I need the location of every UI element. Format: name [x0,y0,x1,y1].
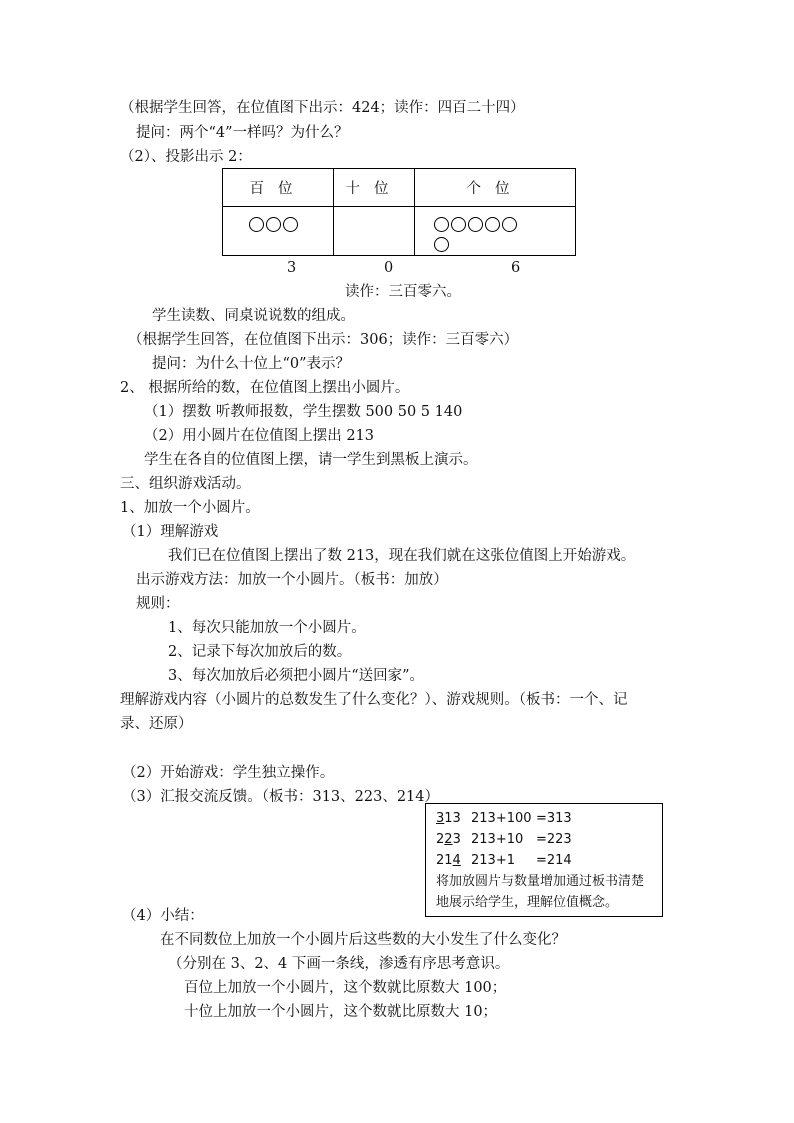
digit-ones: 6 [511,260,521,276]
text-line: 读作：三百零六。 [345,284,461,300]
text-line: 在不同数位上加放一个小圆片后这些数的大小发生了什么变化？ [160,932,566,948]
cell-tens [334,207,415,256]
cell-ones [415,207,576,256]
text-line: 2、 根据所给的数，在位值图上摆出小圆片。 [120,380,410,396]
text-line: （3）汇报交流反馈。（板书：313、223、214） [122,789,440,805]
cell-hundreds [223,207,334,256]
text-line: 提问：为什么十位上“0”表示？ [152,356,351,372]
text-line: （根据学生回答，在位值图下出示：424；读作：四百二十四） [120,100,525,116]
counter-circle-icon [266,217,281,232]
board-row: 313 213+100 =313 [436,811,572,826]
text-line: 十位上加放一个小圆片，这个数就比原数大 10； [184,1004,498,1020]
text-line: 1、加放一个小圆片。 [120,500,260,516]
text-line: （4）小结： [122,908,204,924]
text-line: 理解游戏内容（小圆片的总数发生了什么变化？）、游戏规则。（板书：一个、记 [120,692,628,708]
header-tens: 十位 [334,169,415,207]
text-line: 2、记录下每次加放后的数。 [168,644,352,660]
text-line: 三、组织游戏活动。 [120,476,251,492]
text-line: 百位上加放一个小圆片，这个数就比原数大 100； [184,980,507,996]
text-line: 学生在各自的位值图上摆，请一学生到黑板上演示。 [144,452,478,468]
text-line: 学生读数、同桌说说数的组成。 [152,308,355,324]
text-line: 出示游戏方法：加放一个小圆片。（板书：加放） [136,572,448,588]
counter-circle-icon [485,217,500,232]
counter-circle-icon [283,217,298,232]
digit-tens: 0 [384,260,394,276]
board-note: 将加放圆片与数量增加通过板书清楚地展示给学生，理解位值概念。 [436,874,645,910]
header-ones: 个位 [415,169,576,207]
counter-circle-icon [451,217,466,232]
board-row: 214 213+1 =214 [436,853,572,868]
text-line: （2）开始游戏：学生独立操作。 [122,765,335,781]
text-line: （1）摆数 听教师报数，学生摆数 500 50 5 140 [144,404,463,420]
counter-circle-icon [468,217,483,232]
text-line: （根据学生回答，在位值图下出示：306；读作：三百零六） [128,332,519,348]
counter-circle-icon [434,217,449,232]
text-line: 1、每次只能加放一个小圆片。 [168,620,366,636]
text-line: 提问：两个“4”一样吗？为什么？ [136,125,349,141]
counter-circle-icon [502,217,517,232]
place-value-chart [222,168,576,256]
text-line: （2）、投影出示 2： [120,149,252,165]
text-line: 我们已在位值图上摆出了数 213，现在我们就在这张位值图上开始游戏。 [168,548,636,564]
digit-hundreds: 3 [287,260,297,276]
text-line: 3、每次加放后必须把小圆片“送回家”。 [168,668,425,684]
text-line: （2）用小圆片在位值图上摆出 213 [144,428,375,444]
text-line: （分别在 3、2、4 下画一条线，渗透有序思考意识。 [168,956,510,972]
text-line: （1）理解游戏 [122,524,219,540]
text-line: 录、还原） [120,716,193,732]
counter-circle-icon [434,237,449,252]
board-row: 223 213+10 =223 [436,832,572,847]
text-line: 规则： [136,596,180,612]
board-notes-box [425,803,663,917]
header-hundreds: 百位 [223,169,334,207]
counter-circle-icon [249,217,264,232]
